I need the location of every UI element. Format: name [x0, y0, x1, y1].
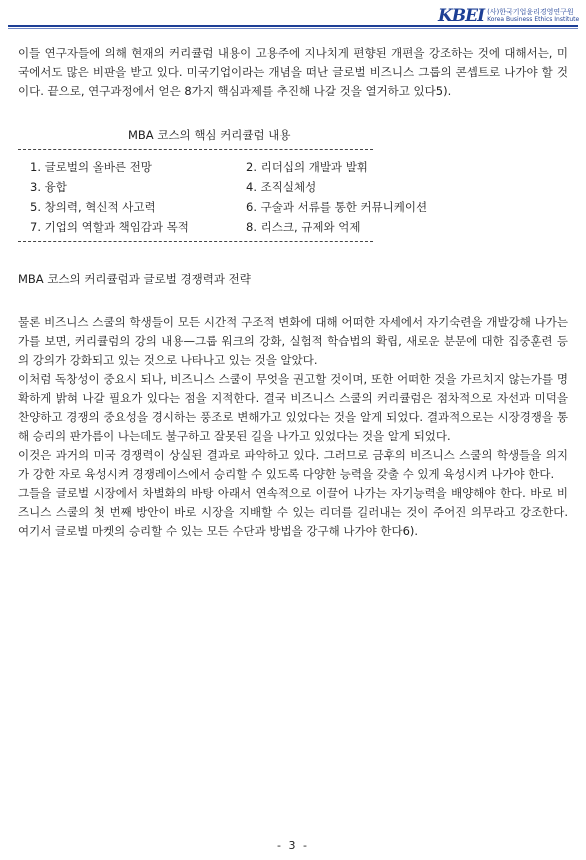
- body-paragraph: 그들을 글로벌 시장에서 차별화의 바탕 아래서 연속적으로 이끌어 나가는 자기능력을 배양해야 한다. 바로 비즈니스 스쿨의 첫 번째 방안이 바로 시장을 지배할 수 있는 리더를 길러내는 것이 주어진 의무라고 강조한다. 여기서 글로벌 마켓의 승리할 수 있는 모든 수단과 방법을 강구해 나가야 한다6).: [18, 486, 568, 538]
- curriculum-row: [30, 197, 568, 217]
- section-heading: MBA 코스의 커리큘럼과 글로벌 경쟁력과 전략: [18, 272, 251, 286]
- page-content: [18, 44, 568, 541]
- body-text: [18, 313, 568, 541]
- curriculum-item: 7. 기업의 역할과 책임감과 목적: [30, 220, 189, 234]
- curriculum-item: 3. 융합: [30, 180, 67, 194]
- dashed-divider-top: [18, 149, 373, 150]
- curriculum-row: [30, 177, 568, 197]
- page-number: - 3 -: [277, 839, 309, 852]
- curriculum-item: 1. 글로벌의 올바른 전망: [30, 160, 152, 174]
- curriculum-row: [30, 157, 568, 177]
- kbei-logo-mark: KBEI: [438, 6, 485, 26]
- logo-english-name: Korea Business Ethics Institute: [487, 16, 580, 23]
- body-paragraph: 이처럼 독창성이 중요시 되나, 비즈니스 스쿨이 무엇을 권고할 것이며, 또한 어떠한 것을 가르치지 않는가를 명확하게 밝혀 나갈 필요가 있다는 점을 지적한다. 결국 비즈니스 스쿨의 커리큘럼은 점차적으로 자선과 미덕을 찬양하고 경쟁의 중요성을 경시하는 풍조로 변해가고 있었다는 것을 알게 되었다. 결과적으로는 시장경쟁을 통해 승리의 판가름이 나는데도 불구하고 잘못된 길을 나가고 있었다는 것을 알게 되었다.: [18, 372, 568, 443]
- header-rule-thin: [8, 28, 578, 29]
- logo-korean-name: (사)한국기업윤리경영연구원: [487, 8, 574, 16]
- body-paragraph: 물론 비즈니스 스쿨의 학생들이 모든 시간적 구조적 변화에 대해 어떠한 자세에서 자기숙련을 개발강해 나가는 가를 보면, 커리큘럼의 강의 내용—그룹 워크의 강화, 실험적 학습법의 확립, 새로운 분문에 대한 집중훈련 등의 강의가 강화되고 있는 것으로 나타나고 있는 것을 알았다.: [18, 315, 568, 367]
- curriculum-item: 8. 리스크, 규제와 억제: [246, 220, 361, 234]
- curriculum-item: 2. 리더십의 개발과 발휘: [246, 160, 368, 174]
- intro-paragraph: 이들 연구자들에 의해 현재의 커리큘럼 내용이 고용주에 지나치게 편향된 개편을 강조하는 것에 대해서는, 미국에서도 많은 비판을 받고 있다. 미국기업이라는 개념을 떠난 글로벌 비즈니스 그룹의 콘셉트로 나가야 할 것이다. 끝으로, 연구과정에서 얻은 8가지 핵심과제를 추진해 나갈 것을 열거하고 있다5).: [18, 46, 568, 98]
- core-curriculum-list: [18, 157, 568, 237]
- curriculum-item: 4. 조직실체성: [246, 180, 317, 194]
- header-rule: [8, 25, 578, 27]
- body-paragraph: 이것은 과거의 미국 경쟁력이 상실된 결과로 파악하고 있다. 그러므로 금후의 비즈니스 스쿨의 학생들을 의지가 강한 자로 육성시켜 경쟁레이스에서 승리할 수 있도록 다양한 능력을 갖출 수 있게 육성시켜 나가야 한다.: [18, 448, 568, 481]
- core-curriculum-title: MBA 코스의 핵심 커리큘럼 내용: [128, 128, 291, 142]
- curriculum-row: [30, 217, 568, 237]
- logo-text: [487, 8, 579, 24]
- dashed-divider-bottom: [18, 241, 373, 242]
- header-logo: [438, 6, 580, 26]
- curriculum-item: 6. 구술과 서류를 통한 커뮤니케이션: [246, 200, 428, 214]
- curriculum-item: 5. 창의력, 혁신적 사고력: [30, 200, 156, 214]
